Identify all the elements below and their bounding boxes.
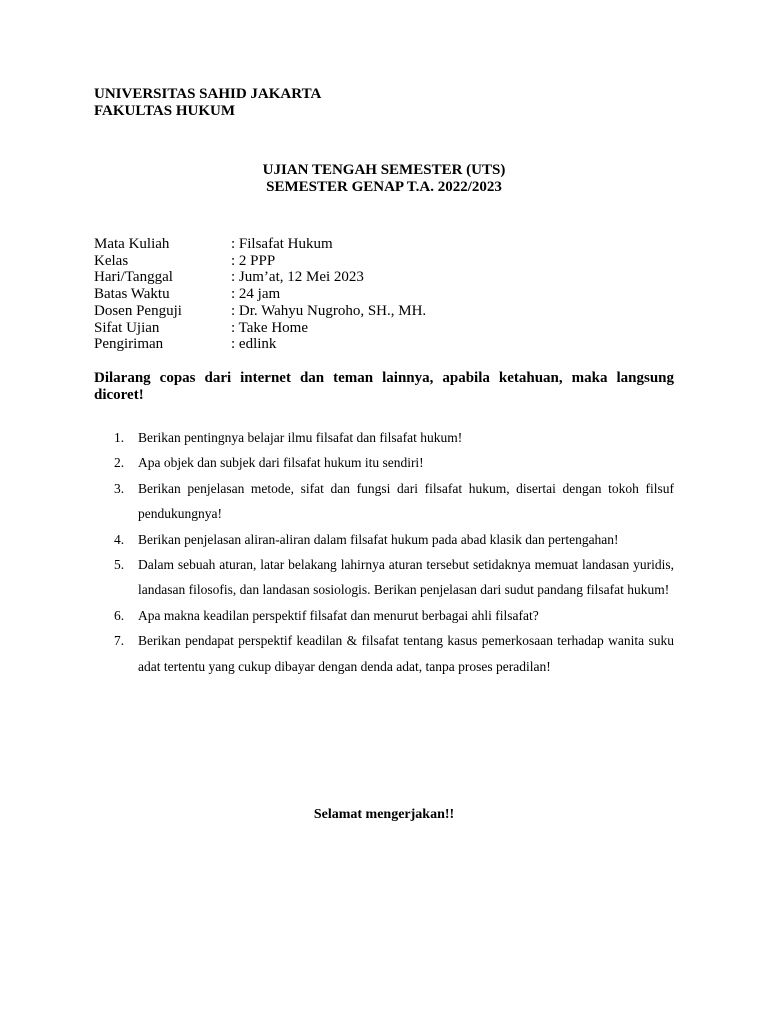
warning-notice: Dilarang copas dari internet dan teman lainnya, apabila ketahuan, maka langsung dicoret! xyxy=(94,370,674,403)
info-value: : Take Home xyxy=(231,319,308,336)
question-item xyxy=(94,425,674,450)
exam-semester: SEMESTER GENAP T.A. 2022/2023 xyxy=(266,179,502,195)
info-key: Kelas xyxy=(94,252,129,269)
question-item xyxy=(94,552,674,603)
exam-info-table xyxy=(94,236,426,353)
info-key: Pengiriman xyxy=(94,336,164,353)
question-list xyxy=(94,425,674,679)
info-key: Dosen Penguji xyxy=(94,302,182,319)
info-row-exam-type xyxy=(94,320,426,337)
info-row-time-limit xyxy=(94,286,426,303)
question-text: Berikan penjelasan aliran-aliran dalam filsafat hukum pada abad klasik dan pertengahan! xyxy=(138,531,619,547)
info-row-course xyxy=(94,236,426,253)
question-text: Berikan pentingnya belajar ilmu filsafat dan filsafat hukum! xyxy=(138,430,463,445)
question-number: 6. xyxy=(114,607,125,623)
question-text: Berikan penjelasan metode, sifat dan fungsi dari filsafat hukum, disertai dengan tokoh filsuf pendukungnya! xyxy=(138,480,674,522)
question-text: Apa objek dan subjek dari filsafat hukum itu sendiri! xyxy=(138,455,424,471)
faculty-name: FAKULTAS HUKUM xyxy=(94,103,235,119)
info-value: : Dr. Wahyu Nugroho, SH., MH. xyxy=(231,302,427,319)
info-row-submission xyxy=(94,336,426,353)
question-number: 2. xyxy=(114,455,125,471)
question-item xyxy=(94,450,674,475)
info-value: : 2 PPP xyxy=(231,252,276,269)
closing-message: Selamat mengerjakan!! xyxy=(313,807,455,822)
info-row-class xyxy=(94,253,426,270)
exam-title: UJIAN TENGAH SEMESTER (UTS) xyxy=(262,162,506,178)
info-value: : Filsafat Hukum xyxy=(231,236,333,252)
info-row-date xyxy=(94,269,426,286)
institution-header xyxy=(94,86,321,120)
exam-title-block xyxy=(94,162,674,196)
question-number: 5. xyxy=(114,557,125,573)
question-number: 4. xyxy=(114,531,125,547)
info-key: Sifat Ujian xyxy=(94,319,160,336)
info-row-examiner xyxy=(94,303,426,320)
question-text: Apa makna keadilan perspektif filsafat dan menurut berbagai ahli filsafat? xyxy=(138,607,539,623)
question-number: 1. xyxy=(114,430,125,445)
info-key: Mata Kuliah xyxy=(94,236,170,252)
info-key: Hari/Tanggal xyxy=(94,269,173,286)
question-text: Dalam sebuah aturan, latar belakang lahirnya aturan tersebut setidaknya memuat landasan yuridis, landasan filosofis, dan landasan sosiologis. Berikan penjelasan dari sudut pandang filsafat hukum! xyxy=(138,557,674,598)
question-number: 3. xyxy=(114,480,125,496)
question-number: 7. xyxy=(114,633,125,649)
info-key: Batas Waktu xyxy=(94,286,170,303)
question-item xyxy=(94,476,674,527)
question-item xyxy=(94,527,674,552)
info-value: : 24 jam xyxy=(231,286,281,303)
question-item xyxy=(94,628,674,679)
question-item xyxy=(94,603,674,628)
university-name: UNIVERSITAS SAHID JAKARTA xyxy=(94,86,322,102)
info-value: : Jum’at, 12 Mei 2023 xyxy=(231,269,364,286)
info-value: : edlink xyxy=(231,336,277,353)
question-text: Berikan pendapat perspektif keadilan & filsafat tentang kasus pemerkosaan terhadap wanita suku adat tertentu yang cukup dibayar dengan denda adat, tanpa proses peradilan! xyxy=(138,633,674,674)
